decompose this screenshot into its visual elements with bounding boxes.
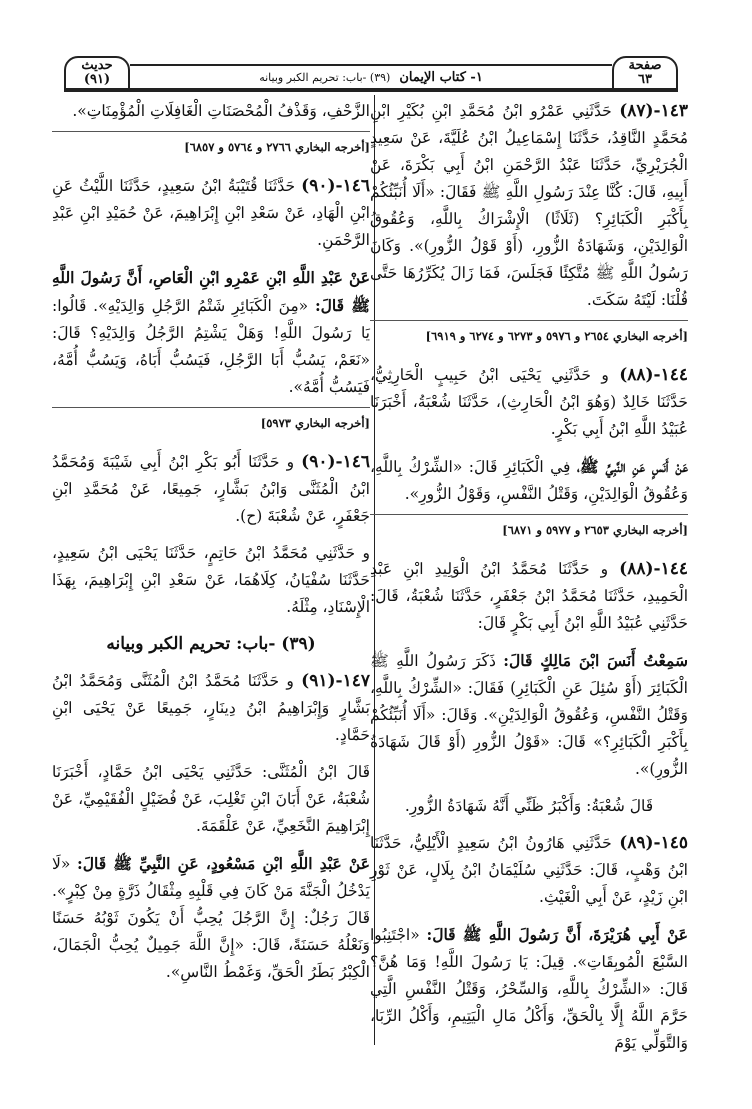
takhrij: [أخرجه البخاري ٥٩٧٣] (52, 407, 370, 437)
hadith-num: ١٤٧-(٩١) (301, 671, 370, 691)
hadith-145 (370, 830, 688, 911)
hadith-143 (370, 98, 688, 314)
hadith-144b (370, 556, 688, 637)
hadith-text: حَدَّثَنِي هَارُونُ ابْنُ سَعِيدٍ الْأَيْلِيُّ، حَدَّثَنَا ابْنُ وَهْبٍ، قَالَ: حَدَّثَنِي سُلَيْمَانُ ابْنُ بِلَالٍ، عَنْ ثَوْرِ ابْنِ زَيْدٍ، عَنْ أَبِي الْغَيْثِ. (370, 834, 688, 906)
continuation-text: الزَّحْفِ، وَقَذْفُ الْمُحْصَنَاتِ الْغَافِلَاتِ الْمُؤْمِنَاتِ». (72, 102, 370, 120)
takhrij: [أخرجه البخاري ٢٧٦٦ و ٥٧٦٤ و ٦٨٥٧] (52, 131, 370, 161)
hadith-num: ١٤٤-(٨٨) (619, 559, 688, 579)
takhrij: [أخرجه البخاري ٢٦٥٤ و ٥٩٧٦ و ٦٢٧٣ و ٦٢٧٤ و ٦٩١٩] (370, 320, 688, 350)
page-number-box (612, 56, 678, 90)
hadith-text: و حَدَّثَنَا مُحَمَّدُ ابْنُ الْمُثَنَّى وَمُحَمَّدُ ابْنُ بَشَّارٍ وَإِبْرَاهِيمُ ابْنُ دِينَارٍ، جَمِيعًا عَنْ يَحْيَى ابْنِ حَمَّادٍ. (52, 672, 370, 744)
hadith-num: ١٤٦-(٩٠) (301, 176, 370, 196)
isnad: عَنْ عَبْدِ اللَّهِ ابْنِ مَسْعُودٍ، عَنِ النَّبِيِّ ﷺ قَالَ: (77, 854, 370, 873)
hadith-144b-matn (370, 647, 688, 783)
page-label: صفحة (628, 58, 662, 74)
hadith-146b (52, 449, 370, 530)
header-rule (64, 90, 678, 92)
takhrij: [أخرجه البخاري ٢٦٥٣ و ٥٩٧٧ و ٦٨٧١] (370, 514, 688, 544)
hadith-num: ١٤٦-(٩٠) (301, 452, 370, 472)
hadith-147 (52, 668, 370, 749)
left-column (52, 98, 370, 996)
hadith-146c: و حَدَّثَنِي مُحَمَّدُ ابْنُ حَاتِمٍ، حَدَّثَنَا يَحْيَى ابْنُ سَعِيدٍ، حَدَّثَنَا سُفْيَانُ، كِلَاهُمَا، عَنْ سَعْدِ ابْنِ إِبْرَاهِيمَ، بِهَذَا الْإِسْنَادِ، مِثْلَهُ. (52, 544, 370, 616)
hadith-text: حَدَّثَنِي عَمْرُو ابْنُ مُحَمَّدِ ابْنِ بُكَيْرِ ابْنِ مُحَمَّدٍ النَّاقِدُ، حَدَّثَنَا إِسْمَاعِيلُ ابْنُ عُلَيَّةَ، عَنْ سَعِيدٍ الْجُرَيْرِيِّ، حَدَّثَنَا عَبْدُ الرَّحْمَنِ ابْنُ أَبِي بَكْرَةَ، عَنْ أَبِيهِ، قَالَ: كُنَّا عِنْدَ رَسُولِ اللَّهِ ﷺ فَقَالَ: «أَلَا أُنَبِّئُكُمْ بِأَكْبَرِ الْكَبَائِرِ؟ (ثَلَاثًا) الْإِشْرَاكُ بِاللَّهِ، وَعُقُوقُ الْوَالِدَيْنِ، وَشَهَادَةُ الزُّورِ، (أَوْ قَوْلُ الزُّورِ)». وَكَانَ رَسُولُ اللَّهِ ﷺ مُتَّكِئًا فَجَلَسَ، فَمَا زَالَ يُكَرِّرُهَا حَتَّى قُلْنَا: لَيْتَهُ سَكَتَ. (370, 102, 688, 309)
hadith-number-box (64, 56, 130, 90)
hadith-144a-matn (370, 453, 688, 508)
hadith-text: و حَدَّثَنَا مُحَمَّدُ ابْنُ الْوَلِيدِ ابْنِ عَبْدِ الْحَمِيدِ، حَدَّثَنَا مُحَمَّدُ ابْنُ جَعْفَرٍ، حَدَّثَنَا شُعْبَةُ، قَالَ: حَدَّثَنِي عُبَيْدُ اللَّهِ ابْنُ أَبِي بَكْرٍ قَالَ: (370, 560, 688, 632)
page-header (64, 56, 678, 90)
hadith-text: حَدَّثَنَا قُتَيْبَةُ ابْنُ سَعِيدٍ، حَدَّثَنَا اللَّيْثُ عَنِ ابْنِ الْهَادِ، عَنْ سَعْدِ ابْنِ إِبْرَاهِيمَ، عَنْ حُمَيْدِ ابْنِ عَبْدِ الرَّحْمَنِ. (52, 177, 370, 249)
hadith-146a (52, 173, 370, 254)
running-title (130, 64, 612, 90)
isnad: سَمِعْتُ أَنَسَ ابْنَ مَالِكٍ قَالَ: (503, 651, 688, 670)
hadith-146a-matn (52, 264, 370, 401)
chapter-running-title: (٣٩) -باب: تحريم الكبر وبيانه (259, 70, 391, 84)
shuba-note: قَالَ شُعْبَةُ: وَأَكْبَرُ ظَنِّي أَنَّهُ شَهَادَةُ الزُّورِ. (404, 797, 654, 815)
hadith-text: «اجْتَنِبُوا السَّبْعَ الْمُوبِقَاتِ». قِيلَ: يَا رَسُولَ اللَّهِ! وَمَا هُنَّ؟ قَالَ: «الشِّرْكُ بِاللَّهِ، وَالسِّحْرُ، وَقَتْلُ النَّفْسِ الَّتِي حَرَّمَ اللَّهُ إِلَّا بِالْحَقِّ، وَأَكْلُ مَالِ الْيَتِيمِ، وَأَكْلُ الرِّبَا، وَالتَّوَلِّي يَوْمَ (370, 926, 688, 1052)
hadith-label: حديث (81, 58, 113, 74)
hadith-number: (٩١) (83, 72, 111, 87)
hadith-text: «مِنَ الْكَبَائِرِ شَتْمُ الرَّجُلِ وَالِدَيْهِ». قَالُوا: يَا رَسُولَ اللَّهِ! وَهَلْ يَشْتِمُ الرَّجُلُ وَالِدَيْهِ؟ قَالَ: «نَعَمْ، يَسُبُّ أَبَا الرَّجُلِ، فَيَسُبُّ أَبَاهُ، وَيَسُبُّ أُمَّهُ، فَيَسُبُّ أُمَّهُ». (52, 297, 370, 396)
hadith-145-matn (370, 921, 688, 1057)
page-number: ٦٣ (638, 72, 652, 87)
hadith-144a (370, 362, 688, 443)
hadith-num: ١٤٣-(٨٧) (619, 101, 689, 121)
chapter-heading: (٣٩) -باب: تحريم الكبر وبيانه (106, 634, 316, 654)
book-title: ١- كتاب الإيمان (399, 69, 483, 85)
hadith-text: ذَكَرَ رَسُولُ اللَّهِ ﷺ الْكَبَائِرَ (أَوْ سُئِلَ عَنِ الْكَبَائِرِ) فَقَالَ: «الشِّرْكُ بِاللَّهِ، وَقَتْلُ النَّفْسِ، وَعُقُوقُ الْوَالِدَيْنِ». وَقَالَ: «أَلَا أُنَبِّئُكُمْ بِأَكْبَرِ الْكَبَائِرِ؟» قَالَ: «قَوْلُ الزُّورِ (أَوْ قَالَ شَهَادَةُ الزُّورِ)». (370, 652, 688, 778)
right-column (370, 98, 688, 1067)
hadith-num: ١٤٥-(٨٩) (619, 833, 689, 853)
hadith-text: فِي الْكَبَائِرِ قَالَ: «الشِّرْكُ بِاللَّهِ، وَعُقُوقُ الْوَالِدَيْنِ، وَقَتْلُ النَّفْسِ، وَقَوْلُ الزُّورِ». (370, 458, 688, 503)
isnad: عَنْ أَبِي هُرَيْرَةَ، أَنَّ رَسُولَ اللَّهِ ﷺ قَالَ: (426, 925, 688, 944)
hadith-text: و حَدَّثَنَا أَبُو بَكْرِ ابْنُ أَبِي شَيْبَةَ وَمُحَمَّدُ ابْنُ الْمُثَنَّى وَابْنُ بَشَّارٍ، جَمِيعًا، عَنْ مُحَمَّدِ ابْنِ جَعْفَرٍ، عَنْ شُعْبَةَ (ح). (52, 453, 370, 525)
isnad: عَنْ أَنَسٍ عَنِ النَّبِيِّ ﷺ، (576, 457, 688, 476)
hadith-147-matn (52, 850, 370, 986)
hadith-text: و حَدَّثَنِي يَحْيَى ابْنُ حَبِيبٍ الْحَارِثِيُّ، حَدَّثَنَا خَالِدٌ (وَهُوَ ابْنُ الْحَارِثِ)، حَدَّثَنَا شُعْبَةُ، أَخْبَرَنَا عُبَيْدُ اللَّهِ ابْنُ أَبِي بَكْرٍ. (370, 366, 688, 438)
hadith-147-isnad: قَالَ ابْنُ الْمُثَنَّى: حَدَّثَنِي يَحْيَى ابْنُ حَمَّادٍ، أَخْبَرَنَا شُعْبَةُ، عَنْ أَبَانَ ابْنِ تَغْلِبَ، عَنْ فُضَيْلٍ الْفُقَيْمِيِّ، عَنْ إِبْرَاهِيمَ النَّخَعِيِّ، عَنْ عَلْقَمَةَ. (52, 763, 370, 835)
hadith-num: ١٤٤-(٨٨) (619, 365, 689, 385)
hadith-text: «لَا يَدْخُلُ الْجَنَّةَ مَنْ كَانَ فِي قَلْبِهِ مِثْقَالُ ذَرَّةٍ مِنْ كِبْرٍ». قَالَ رَجُلٌ: إِنَّ الرَّجُلَ يُحِبُّ أَنْ يَكُونَ ثَوْبُهُ حَسَنًا وَنَعْلُهُ حَسَنَةً، قَالَ: «إِنَّ اللَّهَ جَمِيلٌ يُحِبُّ الْجَمَالَ، الْكِبْرُ بَطَرُ الْحَقِّ، وَغَمْطُ النَّاسِ». (52, 855, 370, 981)
isnad: عَنْ عَبْدِ اللَّهِ ابْنِ عَمْرِو ابْنِ الْعَاصِ، أَنَّ رَسُولَ اللَّهِ ﷺ قَالَ: (52, 268, 370, 315)
